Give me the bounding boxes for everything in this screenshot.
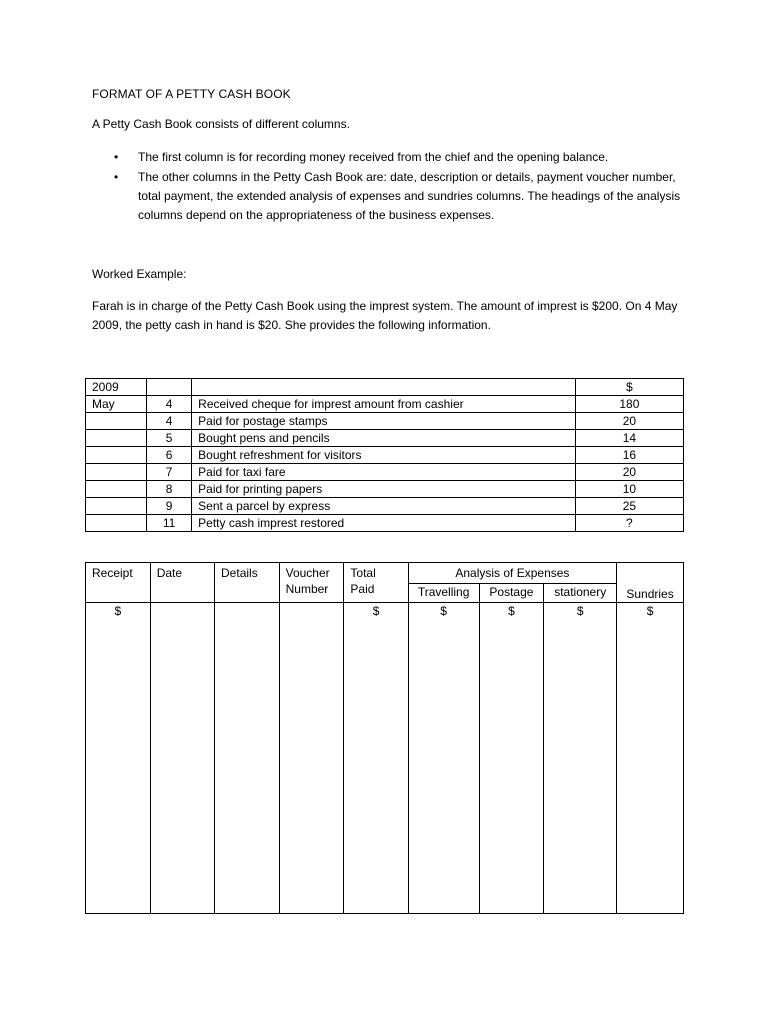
date-cell [150, 603, 214, 914]
month-cell [86, 447, 147, 464]
travelling-header: Travelling [408, 584, 479, 603]
month-cell [86, 498, 147, 515]
description-cell: Sent a parcel by express [192, 498, 576, 515]
month-cell: May [86, 396, 147, 413]
receipt-header: Receipt [86, 563, 151, 603]
description-cell: Paid for postage stamps [192, 413, 576, 430]
analysis-of-expenses-header: Analysis of Expenses [408, 563, 616, 584]
description-cell: Paid for printing papers [192, 481, 576, 498]
amount-cell: 25 [575, 498, 683, 515]
amount-cell: 10 [575, 481, 683, 498]
intro-paragraph: A Petty Cash Book consists of different columns. [92, 117, 350, 131]
description-cell: Petty cash imprest restored [192, 515, 576, 532]
bullet-text: The first column is for recording money received from the chief and the opening balance. [138, 150, 609, 164]
voucher-number-header [279, 563, 344, 603]
bullet-text: The other columns in the Petty Cash Book are: date, description or details, payment voucher number, total payment, the extended analysis of expenses and sundries columns. The headings of the analysis columns depend on the appropriateness of the business expenses. [138, 170, 681, 222]
date-header: Date [150, 563, 214, 603]
sundries-cell: $ [617, 603, 684, 914]
table-row [86, 413, 684, 430]
amount-cell: ? [575, 515, 683, 532]
description-cell: Paid for taxi fare [192, 464, 576, 481]
amount-cell: 20 [575, 464, 683, 481]
bullet-icon: • [114, 170, 119, 184]
description-cell: Bought refreshment for visitors [192, 447, 576, 464]
details-cell [215, 603, 280, 914]
bullet-list [92, 148, 692, 226]
amount-cell: 14 [575, 430, 683, 447]
voucher-header-line2: Number [285, 582, 329, 596]
details-header: Details [215, 563, 280, 603]
petty-cash-book-table [85, 562, 684, 914]
bullet-item [92, 168, 692, 225]
year-cell: 2009 [86, 379, 147, 396]
bullet-item [92, 148, 692, 167]
table-row [86, 447, 684, 464]
receipt-cell: $ [86, 603, 151, 914]
description-cell: Received cheque for imprest amount from cashier [192, 396, 576, 413]
table-row [86, 515, 684, 532]
day-cell: 7 [147, 464, 192, 481]
desc-header-cell [192, 379, 576, 396]
total-header-line1: Total [350, 566, 376, 580]
amount-cell: 180 [575, 396, 683, 413]
table-row [86, 430, 684, 447]
postage-header: Postage [479, 584, 544, 603]
transactions-table [85, 378, 684, 532]
total-header-line2: Paid [350, 582, 375, 596]
month-cell [86, 464, 147, 481]
table-header-row [86, 379, 684, 396]
table-row [86, 396, 684, 413]
travelling-cell: $ [408, 603, 479, 914]
sundries-header: Sundries [617, 563, 684, 603]
stationery-header: stationery [544, 584, 617, 603]
day-cell: 5 [147, 430, 192, 447]
document-heading: FORMAT OF A PETTY CASH BOOK [92, 87, 291, 101]
worked-example-text: Farah is in charge of the Petty Cash Book using the imprest system. The amount of imprest is $200. On 4 May 2009, the petty cash in hand is $20. She provides the following information. [92, 299, 678, 332]
month-cell [86, 481, 147, 498]
table-row [86, 498, 684, 515]
description-cell: Bought pens and pencils [192, 430, 576, 447]
stationery-cell: $ [544, 603, 617, 914]
table-row [86, 464, 684, 481]
total-paid-header [344, 563, 408, 603]
day-cell: 9 [147, 498, 192, 515]
bullet-icon: • [114, 150, 119, 164]
postage-cell: $ [479, 603, 544, 914]
amount-cell: 16 [575, 447, 683, 464]
day-cell: 8 [147, 481, 192, 498]
worked-example-title: Worked Example: [92, 267, 187, 281]
voucher-cell [279, 603, 344, 914]
table-row [86, 481, 684, 498]
day-cell: 6 [147, 447, 192, 464]
day-cell: 4 [147, 413, 192, 430]
amount-header-cell: $ [575, 379, 683, 396]
month-cell [86, 430, 147, 447]
day-cell: 11 [147, 515, 192, 532]
day-cell: 4 [147, 396, 192, 413]
month-cell [86, 413, 147, 430]
table-header-row [86, 563, 684, 584]
day-header-cell [147, 379, 192, 396]
month-cell [86, 515, 147, 532]
total-paid-cell: $ [344, 603, 408, 914]
voucher-header-line1: Voucher [285, 566, 330, 580]
table-row [86, 603, 684, 914]
amount-cell: 20 [575, 413, 683, 430]
